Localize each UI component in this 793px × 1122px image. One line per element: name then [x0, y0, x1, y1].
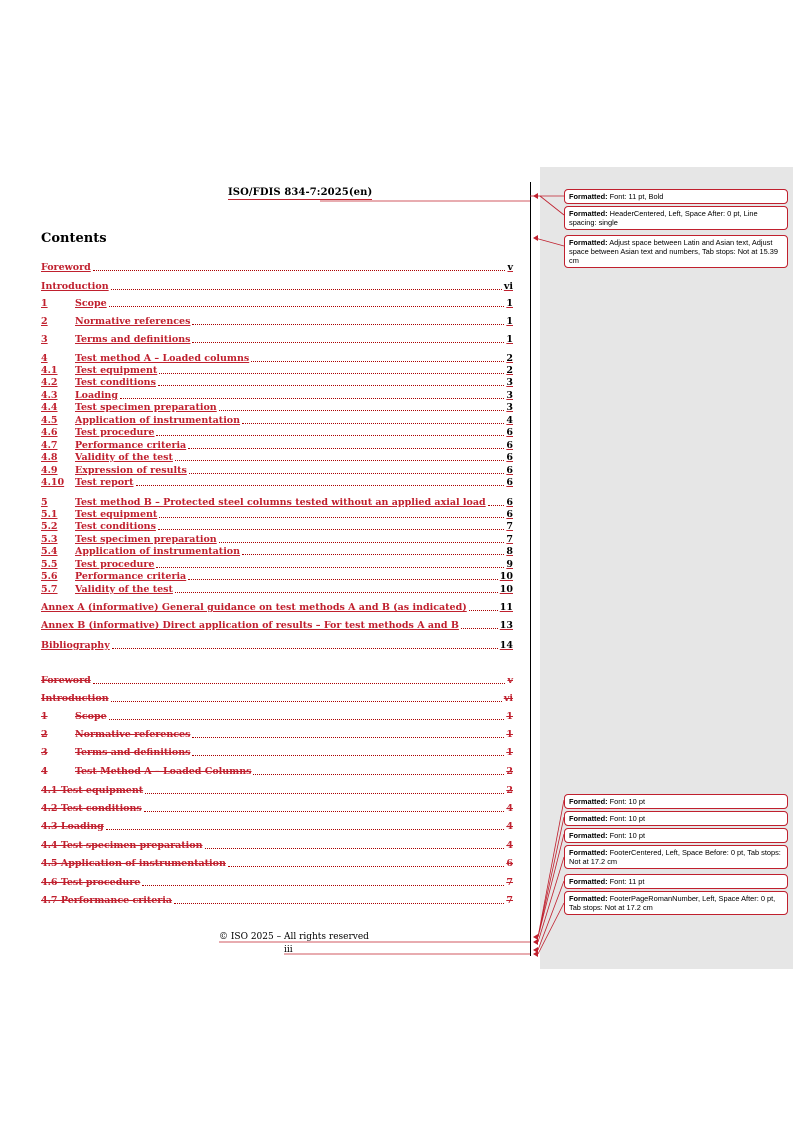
toc-entry-page: 4 [506, 415, 513, 426]
toc-entry-title: Loading [75, 390, 118, 401]
toc-entry-page: 14 [499, 640, 513, 651]
toc-entry-page: 2 [506, 766, 513, 777]
toc-entry-page: 4 [506, 821, 513, 832]
toc-entry-page: 1 [506, 334, 513, 345]
footer-page-number: iii [284, 945, 293, 955]
toc-entry-number: 4 [41, 766, 48, 777]
toc-entry-number: 1 [41, 711, 48, 722]
toc-entry-page: 1 [506, 729, 513, 740]
toc-entry-number: 4.3 [41, 390, 58, 401]
toc-entry-title: Normative references [75, 316, 191, 327]
toc-entry-number: 4.10 [41, 477, 65, 488]
toc-entry-title: Application of instrumentation [75, 546, 241, 557]
toc-entry-title: 4.3 Loading [41, 821, 104, 832]
toc-entry-title: Test procedure [75, 559, 155, 570]
toc-entry-title: 4.7 Performance criteria [41, 895, 173, 906]
toc-entry-title: 4.4 Test specimen preparation [41, 840, 203, 851]
toc-entry-title: Performance criteria [75, 571, 187, 582]
toc-entry-page: 4 [506, 803, 513, 814]
toc-entry-title: Foreword [41, 262, 91, 273]
toc-entry-number: 4.8 [41, 452, 58, 463]
toc-entry-page: 6 [506, 858, 513, 869]
toc-entry-page: 10 [499, 584, 513, 595]
toc-entry-number: 5.2 [41, 521, 58, 532]
toc-entry-title: 4.1 Test equipment [41, 785, 144, 796]
toc-entry-page: v [507, 262, 513, 273]
comment-text: Font: 10 pt [607, 814, 645, 823]
toc-entry-page: 7 [506, 521, 513, 532]
toc-entry-title: Annex B (informative) Direct application of results – For test methods A and B [41, 620, 459, 631]
comment-text: Adjust space between Latin and Asian text, Adjust space between Asian text and numbers, Tab stops: Not at 15.39 cm [569, 238, 778, 265]
toc-entry-title: Annex A (informative) General guidance on test methods A and B (as indicated) [41, 602, 467, 613]
toc-entry-title: Test equipment [75, 509, 158, 520]
comment-label: Formatted: [569, 848, 608, 857]
toc-entry-page: 7 [506, 534, 513, 545]
toc-entry-title: Scope [75, 298, 107, 309]
toc-entry-page: 6 [506, 440, 513, 451]
comment-label: Formatted: [569, 877, 608, 886]
toc-entry-title: 4.2 Test conditions [41, 803, 142, 814]
toc-entry-number: 4.6 [41, 427, 58, 438]
toc-entry-page: 7 [506, 895, 513, 906]
toc-entry-number: 4.5 [41, 415, 58, 426]
toc-entry-title: Introduction [41, 693, 109, 704]
contents-heading: Contents [41, 231, 107, 246]
toc-entry-page: 9 [506, 559, 513, 570]
toc-entry-page: 2 [506, 353, 513, 364]
comment-text: Font: 11 pt, Bold [607, 192, 664, 201]
toc-entry-title: Test method A – Loaded columns [75, 353, 250, 364]
toc-entry-page: vi [503, 693, 513, 704]
comment-label: Formatted: [569, 209, 608, 218]
toc-entry-page: 6 [506, 427, 513, 438]
toc-entry-number: 5.1 [41, 509, 58, 520]
toc-entry-title: Bibliography [41, 640, 110, 651]
toc-entry-page: 6 [506, 497, 513, 508]
toc-entry-number: 4.7 [41, 440, 58, 451]
comment-label: Formatted: [569, 814, 608, 823]
toc-entry-title: Validity of the test [75, 452, 173, 463]
comment-text: Font: 10 pt [607, 797, 645, 806]
toc-entry-title: Introduction [41, 281, 109, 292]
toc-entry-page: 4 [506, 840, 513, 851]
toc-entry-number: 1 [41, 298, 48, 309]
toc-entry-page: 6 [506, 509, 513, 520]
comment-label: Formatted: [569, 797, 608, 806]
toc-entry-title: Test procedure [75, 427, 155, 438]
comment-text: Font: 11 pt [607, 877, 645, 886]
toc-entry-title: Application of instrumentation [75, 415, 241, 426]
toc-entry-title: Terms and definitions [75, 747, 191, 758]
toc-entry-title: Test conditions [75, 521, 156, 532]
toc-entry-number: 5.7 [41, 584, 58, 595]
toc-entry-number: 5 [41, 497, 48, 508]
toc-entry-page: v [507, 675, 513, 686]
toc-entry-page: 11 [499, 602, 513, 613]
toc-entry-number: 5.3 [41, 534, 58, 545]
toc-entry-page: 13 [499, 620, 513, 631]
toc-entry-number: 4.2 [41, 377, 58, 388]
toc-entry-number: 4.1 [41, 365, 58, 376]
toc-entry-number: 2 [41, 316, 48, 327]
toc-entry-title: Test specimen preparation [75, 402, 217, 413]
toc-entry-title: Expression of results [75, 465, 187, 476]
toc-entry-title: Test Method A – Loaded Columns [75, 766, 252, 777]
toc-entry-title: Test report [75, 477, 134, 488]
toc-entry-number: 4.9 [41, 465, 58, 476]
toc-entry-title: Test conditions [75, 377, 156, 388]
document-header: ISO/FDIS 834-7:2025(en) [228, 187, 373, 198]
toc-entry-title: Terms and definitions [75, 334, 191, 345]
toc-entry-title: 4.6 Test procedure [41, 877, 141, 888]
toc-entry-number: 3 [41, 334, 48, 345]
toc-entry-page: 8 [506, 546, 513, 557]
comment-label: Formatted: [569, 238, 608, 247]
toc-entry-page: 3 [506, 390, 513, 401]
toc-entry-number: 5.5 [41, 559, 58, 570]
comment-label: Formatted: [569, 192, 608, 201]
toc-entry-page: 6 [506, 465, 513, 476]
toc-entry-title: Scope [75, 711, 107, 722]
toc-entry-title: 4.5 Application of instrumentation [41, 858, 226, 869]
toc-entry-title: Performance criteria [75, 440, 187, 451]
comment-text: FooterPageRomanNumber, Left, Space After: 0 pt, Tab stops: Not at 17.2 cm [569, 894, 776, 912]
toc-entry-page: 6 [506, 452, 513, 463]
toc-entry-title: Test method B – Protected steel columns tested without an applied axial load [75, 497, 486, 508]
toc-entry-title: Test specimen preparation [75, 534, 217, 545]
toc-entry-number: 5.6 [41, 571, 58, 582]
toc-entry-number: 2 [41, 729, 48, 740]
toc-entry-title: Normative references [75, 729, 191, 740]
comment-label: Formatted: [569, 831, 608, 840]
toc-entry-number: 5.4 [41, 546, 58, 557]
toc-entry-page: 10 [499, 571, 513, 582]
toc-entry-number: 3 [41, 747, 48, 758]
toc-entry-page: 1 [506, 298, 513, 309]
toc-entry-number: 4 [41, 353, 48, 364]
toc-entry-title: Validity of the test [75, 584, 173, 595]
toc-entry-page: 1 [506, 747, 513, 758]
toc-entry-page: 7 [506, 877, 513, 888]
comment-label: Formatted: [569, 894, 608, 903]
toc-entry-number: 4.4 [41, 402, 58, 413]
comment-text: FooterCentered, Left, Space Before: 0 pt, Tab stops: Not at 17.2 cm [569, 848, 781, 866]
toc-entry-page: 2 [506, 785, 513, 796]
toc-entry-page: 3 [506, 377, 513, 388]
toc-entry-page: vi [503, 281, 513, 292]
footer-copyright: © ISO 2025 – All rights reserved [219, 932, 369, 942]
toc-entry-page: 3 [506, 402, 513, 413]
toc-entry-page: 2 [506, 365, 513, 376]
comment-text: Font: 10 pt [607, 831, 645, 840]
toc-entry-page: 1 [506, 316, 513, 327]
toc-entry-title: Foreword [41, 675, 91, 686]
toc-entry-page: 6 [506, 477, 513, 488]
comment-text: HeaderCentered, Left, Space After: 0 pt, Line spacing: single [569, 209, 758, 227]
toc-entry-page: 1 [506, 711, 513, 722]
toc-entry-title: Test equipment [75, 365, 158, 376]
